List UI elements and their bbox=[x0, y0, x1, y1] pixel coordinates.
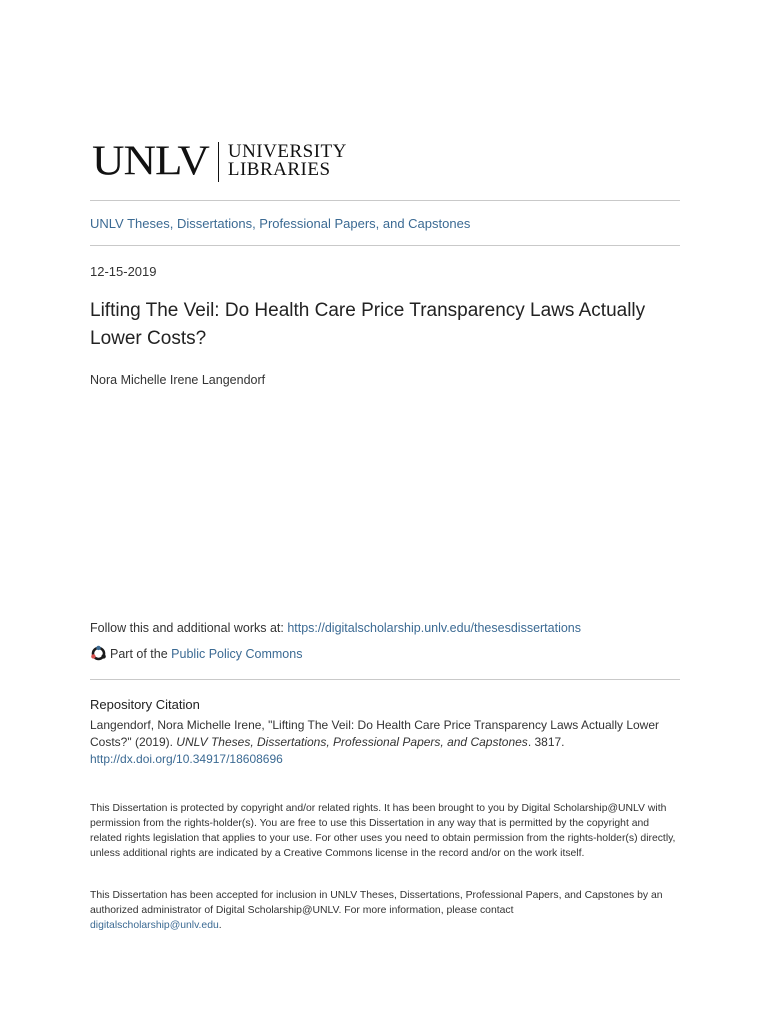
logo-line-university: UNIVERSITY bbox=[227, 141, 347, 162]
doi-link[interactable]: http://dx.doi.org/10.34917/18608696 bbox=[90, 752, 283, 766]
part-of-prefix: Part of the bbox=[110, 646, 168, 661]
follow-label: Follow this and additional works at: bbox=[90, 621, 288, 635]
document-title: Lifting The Veil: Do Health Care Price Transparency Laws Actually Lower Costs? bbox=[90, 300, 646, 349]
rights-statement: This Dissertation is protected by copyright and/or related rights. It has been brought to you by Digital Scholarship@UNLV with permission from the rights-holder(s). You are free to use this Dissertation in any way that is permitted by the copyright and related rights legislation that applies to your use. For other uses you need to obtain permission from the rights-holder(s) directly, unless additional rights are indicated by a Creative Commons license in the record and/or on the work itself. bbox=[90, 803, 676, 859]
commons-network-icon bbox=[90, 645, 107, 662]
repository-citation-heading: Repository Citation bbox=[90, 697, 200, 712]
citation-text: Langendorf, Nora Michelle Irene, "Lifting The Veil: Do Health Care Price Transparency Laws Actually Lower Costs?" (2019). bbox=[90, 718, 659, 749]
contact-email-link[interactable]: digitalscholarship@unlv.edu bbox=[90, 920, 219, 931]
citation-series: UNLV Theses, Dissertations, Professional Papers, and Capstones bbox=[176, 735, 528, 749]
series-link[interactable]: UNLV Theses, Dissertations, Professional Papers, and Capstones bbox=[90, 216, 471, 231]
acceptance-end: . bbox=[218, 920, 222, 931]
logo-words bbox=[228, 140, 347, 179]
public-policy-commons-link[interactable]: Public Policy Commons bbox=[171, 646, 303, 661]
divider-citation bbox=[90, 679, 680, 680]
collection-url-link[interactable]: https://digitalscholarship.unlv.edu/thesesdissertations bbox=[287, 621, 582, 635]
logo-mark: UNLV bbox=[92, 136, 209, 184]
repository-citation-text bbox=[90, 717, 680, 768]
divider-top bbox=[90, 200, 680, 201]
citation-number: . 3817. bbox=[527, 735, 565, 749]
author-name: Nora Michelle Irene Langendorf bbox=[90, 373, 266, 387]
publication-date: 12-15-2019 bbox=[90, 264, 157, 279]
logo-line-libraries: LIBRARIES bbox=[227, 159, 331, 180]
follow-line bbox=[90, 621, 581, 635]
divider-series bbox=[90, 245, 680, 246]
acceptance-statement bbox=[90, 888, 680, 933]
cover-page bbox=[90, 0, 680, 1024]
logo-divider bbox=[218, 142, 219, 182]
acceptance-text: This Dissertation has been accepted for inclusion in UNLV Theses, Dissertations, Professional Papers, and Capstones by an authorized administrator of Digital Scholarship@UNLV. For more information, please contact bbox=[90, 890, 663, 916]
part-of-line bbox=[90, 645, 302, 662]
unlv-libraries-logo bbox=[92, 136, 347, 184]
